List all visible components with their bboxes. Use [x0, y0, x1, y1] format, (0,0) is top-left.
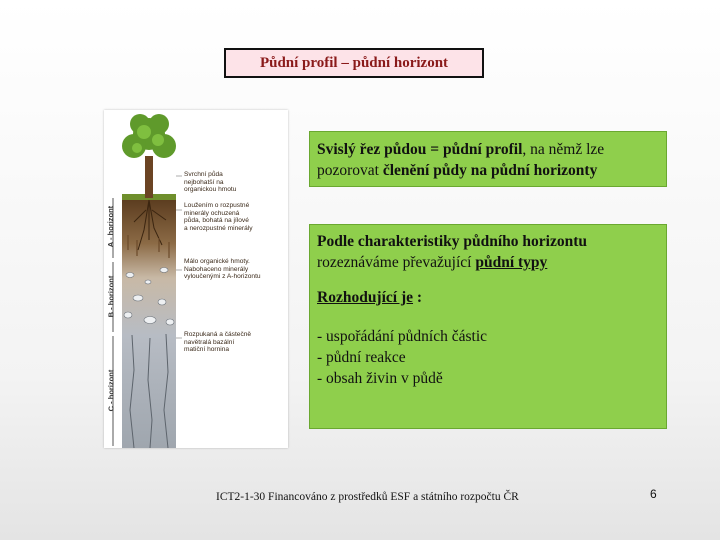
annotation-subsoil: Málo organické hmoty. Nabohaceno minerály vyloučenými z A-horizontu	[184, 258, 261, 281]
soil-types-box	[309, 224, 667, 429]
footer-funding: ICT2-1-30 Financováno z prostředků ESF a státního rozpočtu ČR	[216, 491, 519, 503]
horizon-label-c: C - horizont	[106, 369, 116, 412]
definition-line-1: Svislý řez půdou = půdní profil, na němž lze	[317, 141, 605, 158]
page-number: 6	[650, 487, 657, 501]
definition-line-2: pozorovat členění půdy na půdní horizonty	[317, 162, 598, 179]
list-item: - obsah živin v půdě	[317, 370, 443, 387]
list-item: - půdní reakce	[317, 349, 406, 366]
definition-box	[309, 131, 667, 187]
horizon-label-b: B - horizont	[106, 275, 116, 318]
soil-types-line-1: Podle charakteristiky půdního horizontu	[317, 233, 587, 250]
soil-types-line-2: rozeznáváme převažující půdní typy	[317, 254, 548, 271]
list-item: - uspořádání půdních částic	[317, 328, 488, 345]
annotation-topsoil: Svrchní půda nejbohatší na organickou hmotu	[184, 171, 237, 194]
decisive-heading: Rozhodující je :	[317, 289, 423, 306]
annotation-bedrock: Rozpukaná a částečně navětralá bazální matiční hornina	[184, 331, 252, 354]
horizon-label-a: A - horizont	[106, 205, 116, 248]
slide-title: Půdní profil – půdní horizont	[224, 48, 484, 78]
soil-profile-figure	[104, 110, 288, 448]
annotation-leached: Loužením o rozpustné minerály ochuzená půda, bohatá na jílové a nerozpustné minerály	[184, 202, 253, 232]
